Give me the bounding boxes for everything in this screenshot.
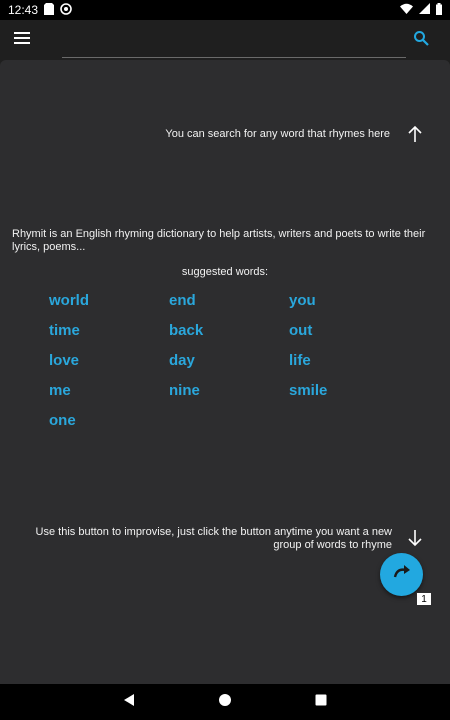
suggested-word[interactable]: out (289, 322, 313, 339)
recents-button[interactable] (309, 690, 333, 714)
status-time: 12:43 (8, 3, 39, 17)
status-bar (0, 0, 450, 20)
arrow-up-icon (405, 124, 425, 144)
menu-button[interactable] (10, 28, 34, 52)
suggested-word[interactable]: time (49, 322, 80, 339)
fab-badge: 1 (416, 592, 432, 606)
suggested-words-title: suggested words: (181, 266, 269, 278)
back-icon (122, 693, 136, 712)
suggested-word[interactable]: nine (169, 382, 200, 399)
home-icon (218, 693, 232, 712)
redo-icon (393, 565, 411, 584)
recents-icon (314, 693, 328, 712)
search-button[interactable] (409, 28, 433, 52)
suggested-word[interactable]: back (169, 322, 204, 339)
suggested-word[interactable]: me (49, 382, 71, 399)
suggested-words-grid (49, 292, 409, 430)
suggested-word[interactable]: end (169, 292, 196, 309)
navigation-bar (0, 684, 450, 720)
suggested-word[interactable]: day (169, 352, 195, 369)
toolbar (0, 20, 450, 60)
suggested-word[interactable]: world (49, 292, 89, 309)
main-content (0, 60, 450, 684)
improvise-button[interactable] (380, 553, 423, 596)
wifi-icon (400, 3, 413, 17)
sync-icon (60, 3, 72, 18)
suggested-word[interactable]: love (49, 352, 80, 369)
home-button[interactable] (213, 690, 237, 714)
improvise-hint: Use this button to improvise, just click the button anytime you want a new group of words to rhyme (35, 526, 392, 551)
intro-text: Rhymit is an English rhyming dictionary to help artists, writers and poets to write their lyrics, poems... (12, 228, 426, 253)
menu-icon (14, 31, 30, 49)
status-left (8, 3, 72, 18)
arrow-down-icon (405, 528, 425, 548)
status-right (400, 3, 442, 18)
suggested-word[interactable]: smile (289, 382, 328, 399)
signal-icon (419, 3, 430, 17)
sd-card-icon (44, 3, 54, 18)
suggested-word[interactable]: one (49, 412, 76, 429)
suggested-word[interactable]: life (289, 352, 311, 369)
back-button[interactable] (117, 690, 141, 714)
battery-icon (436, 3, 442, 18)
suggested-word[interactable]: you (289, 292, 316, 309)
search-input[interactable] (62, 26, 406, 58)
search-hint: You can search for any word that rhymes here (165, 128, 390, 140)
search-icon (413, 30, 429, 51)
